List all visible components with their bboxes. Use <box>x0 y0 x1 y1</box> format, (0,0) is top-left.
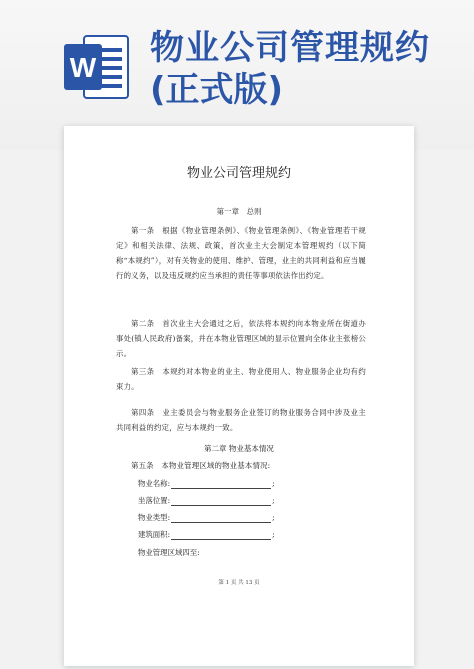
document-page <box>64 126 414 666</box>
field-label: 坐落位置: <box>138 496 171 505</box>
blank-line <box>171 480 271 489</box>
field-label: 建筑面积: <box>138 530 171 539</box>
field-location <box>138 495 275 507</box>
article-3: 第三条 本规约对本物业的业主、物业使用人、物业服务企业均有约束力。 <box>116 367 366 391</box>
blank-line <box>171 514 271 523</box>
field-end: ; <box>272 496 275 505</box>
blank-line <box>171 531 271 540</box>
page-footer: 第 1 页 共 13 页 <box>218 580 260 586</box>
chapter-heading-1: 第一章 总则 <box>216 207 262 216</box>
field-end: ; <box>272 530 275 539</box>
field-property-name <box>138 478 275 490</box>
article-2: 第二条 首次业主大会通过之后，依法将本规约向本物业所在街道办事处(镇人民政府)备案，并在本物业管理区域的显示位置向全体业主张榜公示。 <box>116 319 366 358</box>
field-building-area <box>138 529 275 541</box>
article-4: 第四条 业主委员会与物业服务企业签订的物业服务合同中涉及业主共同利益的约定，应与本规约一致。 <box>116 408 366 432</box>
word-logo-letter: W <box>69 52 97 83</box>
field-property-type <box>138 512 275 524</box>
word-document-icon <box>62 34 132 100</box>
field-label: 物业名称: <box>138 479 171 488</box>
field-end: ; <box>272 479 275 488</box>
field-end: ; <box>272 513 275 522</box>
hero-subtitle: (正式版) <box>150 70 284 110</box>
article-5: 第五条 本物业管理区域的物业基本情况: <box>131 461 271 470</box>
chapter-heading-2: 第二章 物业基本情况 <box>204 444 274 453</box>
blank-line <box>171 497 271 506</box>
field-boundary: 物业管理区域四至: <box>138 548 200 557</box>
field-label: 物业类型: <box>138 513 171 522</box>
article-1: 第一条 根据《物业管理条例》、《物业管理条例》、《物业管理若干规定》和相关法律、法规、政策，首次业主大会制定本管理规约（以下简称“本规约”），对有关物业的使用、维护、管理，业主的共同利益和应当履行的义务，以及违反规约应当承担的责任等事项依法作出约定。 <box>116 226 366 280</box>
document-title: 物业公司管理规约 <box>186 166 291 181</box>
hero-title: 物业公司管理规约 <box>150 28 430 68</box>
